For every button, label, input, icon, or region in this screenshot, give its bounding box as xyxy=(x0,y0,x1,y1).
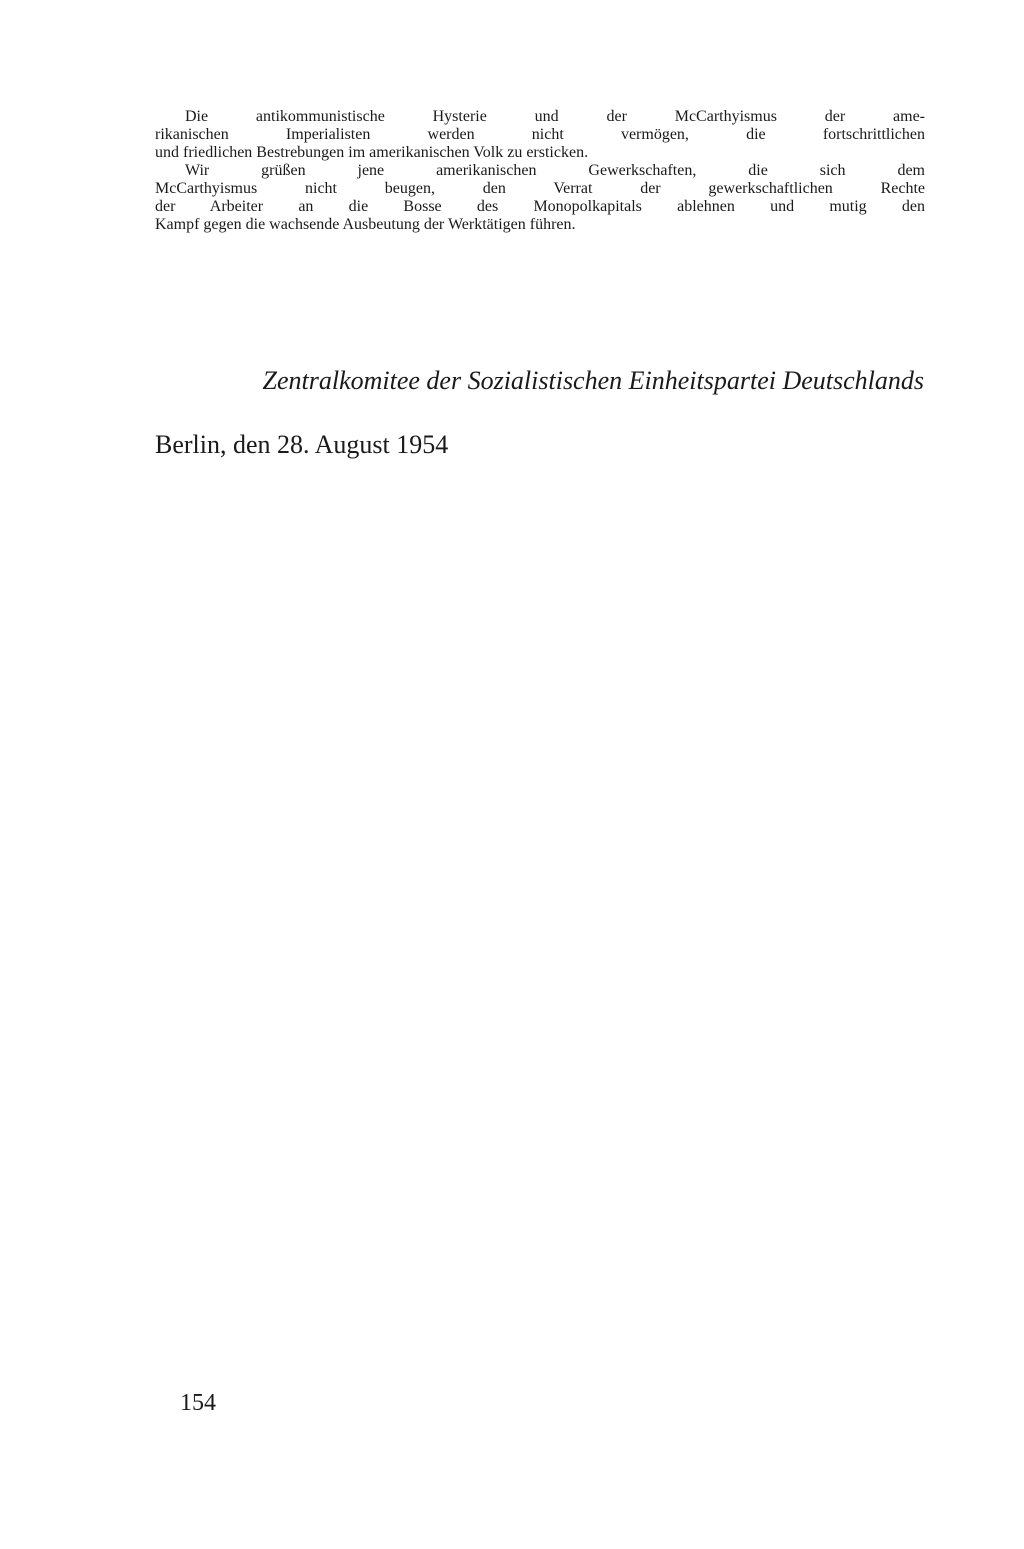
paragraph-line: und friedlichen Bestrebungen im amerikanischen Volk zu ersticken. xyxy=(155,144,589,161)
paragraph-2 xyxy=(155,162,925,234)
paragraph-line: rikanischen Imperialisten werden nicht vermögen, die fortschrittlichen xyxy=(155,126,925,143)
paragraph-line: McCarthyismus nicht beugen, den Verrat der gewerkschaftlichen Rechte xyxy=(155,180,925,197)
paragraph-line: Wir grüßen jene amerikanischen Gewerkschaften, die sich dem xyxy=(185,162,925,179)
page-number: 154 xyxy=(180,1390,216,1416)
signature: Zentralkomitee der Sozialistischen Einheitspartei Deutschlands xyxy=(262,366,924,395)
paragraph-line: Kampf gegen die wachsende Ausbeutung der Werktätigen führen. xyxy=(155,216,576,233)
place-date: Berlin, den 28. August 1954 xyxy=(155,430,449,459)
paragraph-line: der Arbeiter an die Bosse des Monopolkapitals ablehnen und mutig den xyxy=(155,198,925,215)
body-text xyxy=(155,108,925,234)
paragraph-1 xyxy=(155,108,925,162)
paragraph-line: Die antikommunistische Hysterie und der McCarthyismus der ame- xyxy=(185,108,925,125)
